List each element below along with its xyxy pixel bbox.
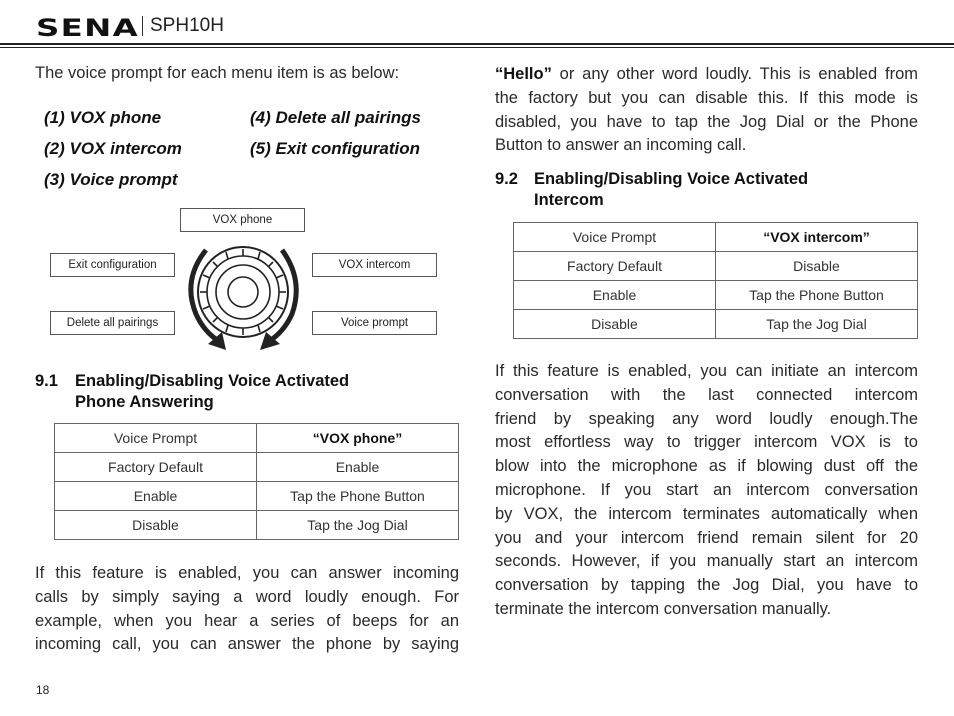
vox-phone-table — [54, 423, 459, 540]
text-line: the factory but you can disable this. If this mode is — [495, 88, 918, 107]
table-cell: “VOX phone” — [257, 424, 459, 453]
text-line: microphone. If you start an intercom conversation — [495, 480, 918, 499]
section-number: 9.1 — [35, 372, 58, 390]
table-cell: Enable — [514, 281, 716, 310]
text-line: example, when you hear a series of beeps for an — [35, 611, 459, 630]
section-title — [75, 371, 349, 413]
table-cell: Tap the Jog Dial — [716, 310, 918, 339]
hello-quote: “Hello” — [495, 65, 552, 83]
text-fragment: or any other word loudly. This is enabled from — [551, 65, 918, 83]
section-title — [534, 169, 808, 211]
diagram-label-vox-phone: VOX phone — [180, 208, 305, 232]
diagram-label-voice-prompt: Voice prompt — [312, 311, 437, 335]
text-line: conversation by tapping the Jog Dial, you have to — [495, 576, 918, 595]
table-cell: Voice Prompt — [55, 424, 257, 453]
table-row — [55, 511, 459, 540]
table-row — [55, 424, 459, 453]
header-separator — [142, 16, 143, 36]
text-line: most effortless way to trigger intercom VOX is to — [495, 433, 918, 452]
table-cell: Tap the Phone Button — [257, 482, 459, 511]
sena-logo: SENA — [36, 14, 140, 42]
table-row — [514, 223, 918, 252]
text-line: calls by simply saying a word loudly enough. For — [35, 587, 459, 606]
table-row — [514, 310, 918, 339]
text-line: seconds. However, if you manually start an intercom — [495, 552, 918, 571]
table-cell: Factory Default — [514, 252, 716, 281]
table-cell: Tap the Jog Dial — [257, 511, 459, 540]
table-cell: Disable — [55, 511, 257, 540]
menu-item-delete-all-pairings: (4) Delete all pairings — [250, 108, 421, 127]
vox-intercom-table — [513, 222, 918, 339]
text-line: Button to answer an incoming call. — [495, 136, 747, 155]
text-line: blow into the microphone as if blowing dust off the — [495, 457, 918, 476]
diagram-label-vox-intercom: VOX intercom — [312, 253, 437, 277]
header-rule-thin — [0, 47, 954, 48]
table-cell: Disable — [514, 310, 716, 339]
text-line: incoming call, you can answer the phone by saying — [35, 635, 459, 654]
text-line: conversation with the last connected intercom — [495, 385, 918, 404]
table-row — [514, 252, 918, 281]
text-line: terminate the intercom conversation manually. — [495, 599, 832, 618]
table-row — [55, 482, 459, 511]
table-cell: Disable — [716, 252, 918, 281]
table-cell: “VOX intercom” — [716, 223, 918, 252]
table-cell: Voice Prompt — [514, 223, 716, 252]
menu-item-exit-configuration: (5) Exit configuration — [250, 139, 420, 158]
text-line — [495, 63, 918, 87]
table-cell: Enable — [257, 453, 459, 482]
menu-item-vox-intercom: (2) VOX intercom — [44, 139, 182, 158]
section-title-line-2: Intercom — [534, 191, 604, 209]
body-paragraph — [35, 562, 459, 657]
table-cell: Factory Default — [55, 453, 257, 482]
menu-item-voice-prompt: (3) Voice prompt — [44, 170, 178, 189]
page-number: 18 — [36, 683, 50, 697]
section-title-line-1: Enabling/Disabling Voice Activated — [75, 372, 350, 390]
body-paragraph — [495, 360, 918, 622]
intro-text: The voice prompt for each menu item is as below: — [35, 64, 400, 82]
section-number: 9.2 — [495, 170, 518, 188]
section-title-line-1: Enabling/Disabling Voice Activated — [534, 170, 809, 188]
menu-item-vox-phone: (1) VOX phone — [44, 108, 162, 127]
model-name: SPH10H — [150, 15, 224, 36]
diagram-label-delete-all-pairings: Delete all pairings — [50, 311, 175, 335]
table-row — [55, 453, 459, 482]
diagram-label-exit-configuration: Exit configuration — [50, 253, 175, 277]
text-line: you and your intercom friend remain silent for 20 — [495, 528, 918, 547]
jog-dial-icon — [178, 232, 310, 357]
table-row — [514, 281, 918, 310]
table-cell: Enable — [55, 482, 257, 511]
text-line: If this feature is enabled, you can answer incoming — [35, 564, 459, 582]
continued-paragraph — [495, 63, 918, 158]
header-rule — [0, 43, 954, 45]
text-line: by VOX, the intercom terminates automatically when — [495, 504, 918, 523]
table-cell: Tap the Phone Button — [716, 281, 918, 310]
text-line: If this feature is enabled, you can initiate an intercom — [495, 362, 918, 380]
text-line: friend by speaking any word loudly enough.The — [495, 409, 918, 428]
text-line: disabled, you have to tap the Jog Dial or the Phone — [495, 112, 918, 131]
section-title-line-2: Phone Answering — [75, 393, 214, 411]
